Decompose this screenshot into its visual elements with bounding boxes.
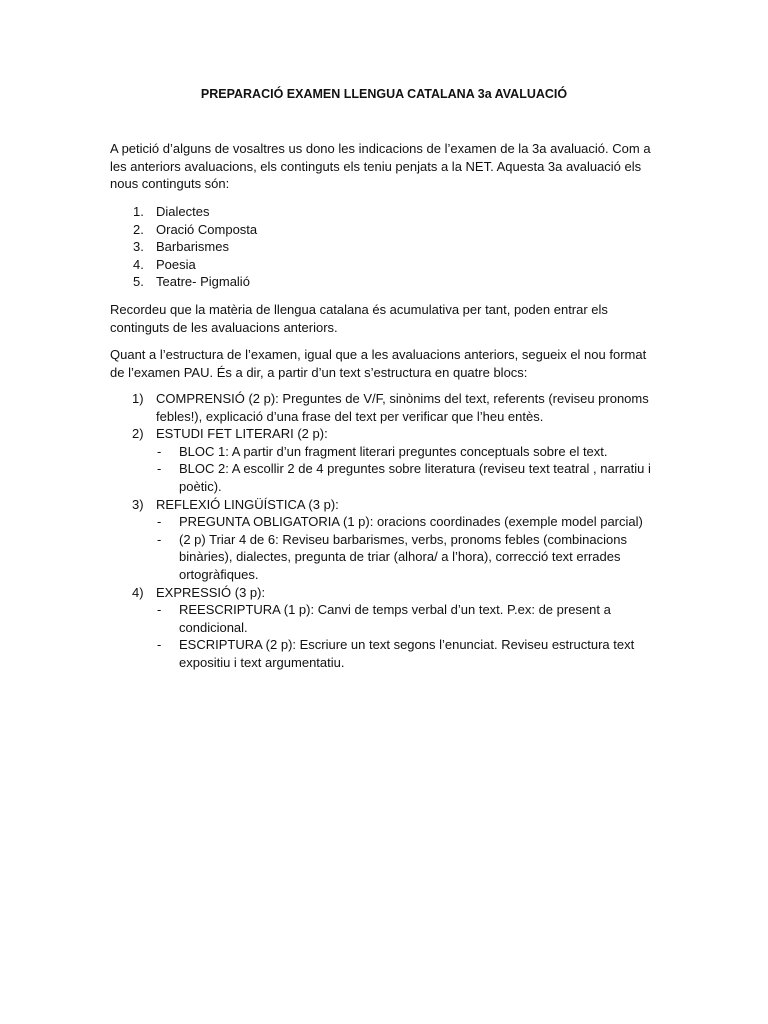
list-item-number: 1.	[133, 204, 144, 219]
exam-section-text: REFLEXIÓ LINGÜÍSTICA (3 p):	[156, 496, 339, 512]
exam-section-number: 2)	[132, 426, 144, 442]
exam-subitem-text: REESCRIPTURA (1 p): Canvi de temps verbal d’un text. P.ex: de present a condicional.	[179, 602, 611, 635]
list-item-label: Barbarismes	[156, 239, 229, 255]
dash-bullet: -	[157, 602, 162, 618]
exam-section-number: 4)	[132, 584, 144, 600]
exam-subitem	[110, 513, 662, 531]
dash-bullet: -	[157, 531, 162, 547]
list-item-number: 4.	[133, 256, 144, 272]
exam-section-text: COMPRENSIÓ (2 p): Preguntes de V/F, sinònims del text, referents (reviseu pronoms febles!), explicació d’una frase del text per verificar que l’heu entès.	[156, 391, 649, 424]
cumulative-paragraph	[110, 301, 662, 336]
exam-subitem-text: PREGUNTA OBLIGATORIA (1 p): oracions coordinades (exemple model parcial)	[179, 514, 643, 530]
structure-paragraph	[110, 346, 662, 381]
exam-sections-list	[110, 390, 662, 672]
list-item-number: 3.	[133, 239, 144, 255]
exam-section	[110, 584, 662, 602]
exam-subitem-text: (2 p) Triar 4 de 6: Reviseu barbarismes, verbs, pronoms febles (combinacions binàries), dialectes, pregunta de triar (alhora/ a l’hora), correcció text errades ortogràfiques.	[179, 531, 627, 582]
intro-text: A petició d’alguns de vosaltres us dono les indicacions de l’examen de la 3a avaluació. Com a les anteriors avaluacions, els continguts els teniu penjats a la NET. Aquesta 3a avaluació els nous continguts són:	[110, 141, 651, 192]
exam-section-text: EXPRESSIÓ (3 p):	[156, 584, 266, 600]
list-item	[110, 256, 662, 274]
exam-subitem	[110, 460, 662, 495]
list-item-label: Poesia	[156, 256, 196, 272]
exam-subitem	[110, 531, 662, 584]
list-item-number: 5.	[133, 274, 144, 290]
list-item	[110, 238, 662, 256]
topics-list	[110, 203, 662, 291]
list-item-label: Dialectes	[156, 204, 210, 219]
exam-subitem-text: BLOC 2: A escollir 2 de 4 preguntes sobre literatura (reviseu text teatral , narratiu i poètic).	[179, 461, 651, 494]
intro-paragraph	[110, 140, 662, 193]
exam-subitem	[110, 601, 662, 636]
list-item-number: 2.	[133, 221, 144, 237]
document-title: PREPARACIÓ EXAMEN LLENGUA CATALANA 3a AVALUACIÓ	[200, 87, 568, 101]
exam-section	[110, 390, 662, 425]
list-item	[110, 273, 662, 291]
dash-bullet: -	[157, 461, 162, 477]
exam-section-number: 3)	[132, 496, 144, 512]
structure-text: Quant a l’estructura de l’examen, igual que a les avaluacions anteriors, segueix el nou format de l’examen PAU. És a dir, a partir d’un text s’estructura en quatre blocs:	[110, 347, 647, 380]
exam-section	[110, 425, 662, 443]
exam-subitem-text: BLOC 1: A partir d’un fragment literari preguntes conceptuals sobre el text.	[179, 443, 608, 459]
cumulative-text: Recordeu que la matèria de llengua catalana és acumulativa per tant, poden entrar els continguts de les avaluacions anteriors.	[110, 302, 608, 335]
exam-section-number: 1)	[132, 391, 144, 406]
list-item-label: Teatre- Pigmalió	[156, 274, 250, 290]
dash-bullet: -	[157, 514, 162, 530]
list-item	[110, 203, 662, 221]
exam-section	[110, 496, 662, 514]
dash-bullet: -	[157, 443, 162, 459]
list-item	[110, 221, 662, 239]
exam-subitem	[110, 636, 662, 671]
list-item-label: Oració Composta	[156, 221, 258, 237]
dash-bullet: -	[157, 637, 162, 653]
exam-section-text: ESTUDI FET LITERARI (2 p):	[156, 426, 328, 442]
exam-subitem-text: ESCRIPTURA (2 p): Escriure un text segons l’enunciat. Reviseu estructura text expositiu i text argumentatiu.	[179, 637, 635, 670]
exam-subitem	[110, 443, 662, 461]
